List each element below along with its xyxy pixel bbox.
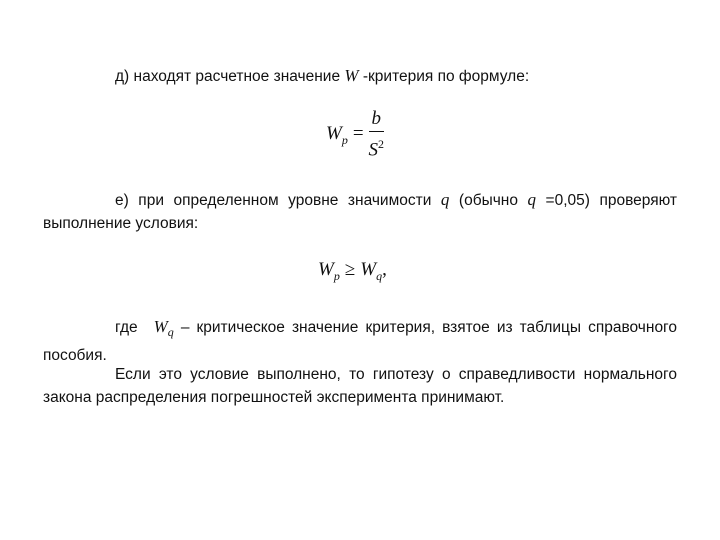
where-prefix: где	[115, 319, 138, 336]
step-e-suffix: =0,05) проверяют выполнение условия:	[43, 192, 677, 232]
step-e-middle: (обычно	[449, 192, 528, 209]
step-d-variable: W	[344, 66, 359, 85]
formula2-tail: ,	[382, 259, 387, 280]
conclusion-paragraph: Если это условие выполнено, то гипотезу о справедливости нормального закона распределения погрешностей эксперимента принимают.	[43, 366, 677, 406]
formula1-lhs: W	[326, 123, 342, 145]
step-e-q1: q	[440, 190, 450, 209]
formula2-lhs-subscript: p	[333, 268, 340, 283]
where-variable-subscript: q	[167, 325, 174, 340]
formula2-rhs-subscript: q	[376, 268, 383, 283]
formula1-denominator-base: S	[368, 139, 379, 161]
step-e-q2: q	[527, 190, 537, 209]
formula1-denominator	[369, 132, 385, 161]
formula2-rhs: W	[360, 259, 377, 280]
formula1-fraction	[369, 108, 385, 161]
formula-w-ratio	[326, 108, 384, 161]
step-e-paragraph	[43, 188, 677, 235]
where-paragraph	[43, 315, 677, 367]
formula2-lhs: W	[318, 259, 334, 280]
formula1-lhs-subscript: p	[341, 132, 348, 147]
step-d-prefix: д) находят расчетное значение	[115, 68, 345, 85]
formula2-operator: ≥	[344, 259, 356, 280]
formula1-denominator-exponent: 2	[378, 137, 385, 151]
formula-condition	[318, 259, 387, 284]
step-d-paragraph	[43, 64, 677, 88]
step-d-suffix: -критерия по формуле:	[358, 68, 530, 85]
formula1-equals: =	[352, 123, 364, 145]
formula1-numerator: b	[369, 108, 385, 132]
step-e-prefix: е) при определенном уровне значимости	[115, 192, 441, 209]
where-variable: W	[153, 317, 168, 336]
where-suffix: – критическое значение критерия, взятое из таблицы справочного пособия.	[43, 319, 677, 365]
